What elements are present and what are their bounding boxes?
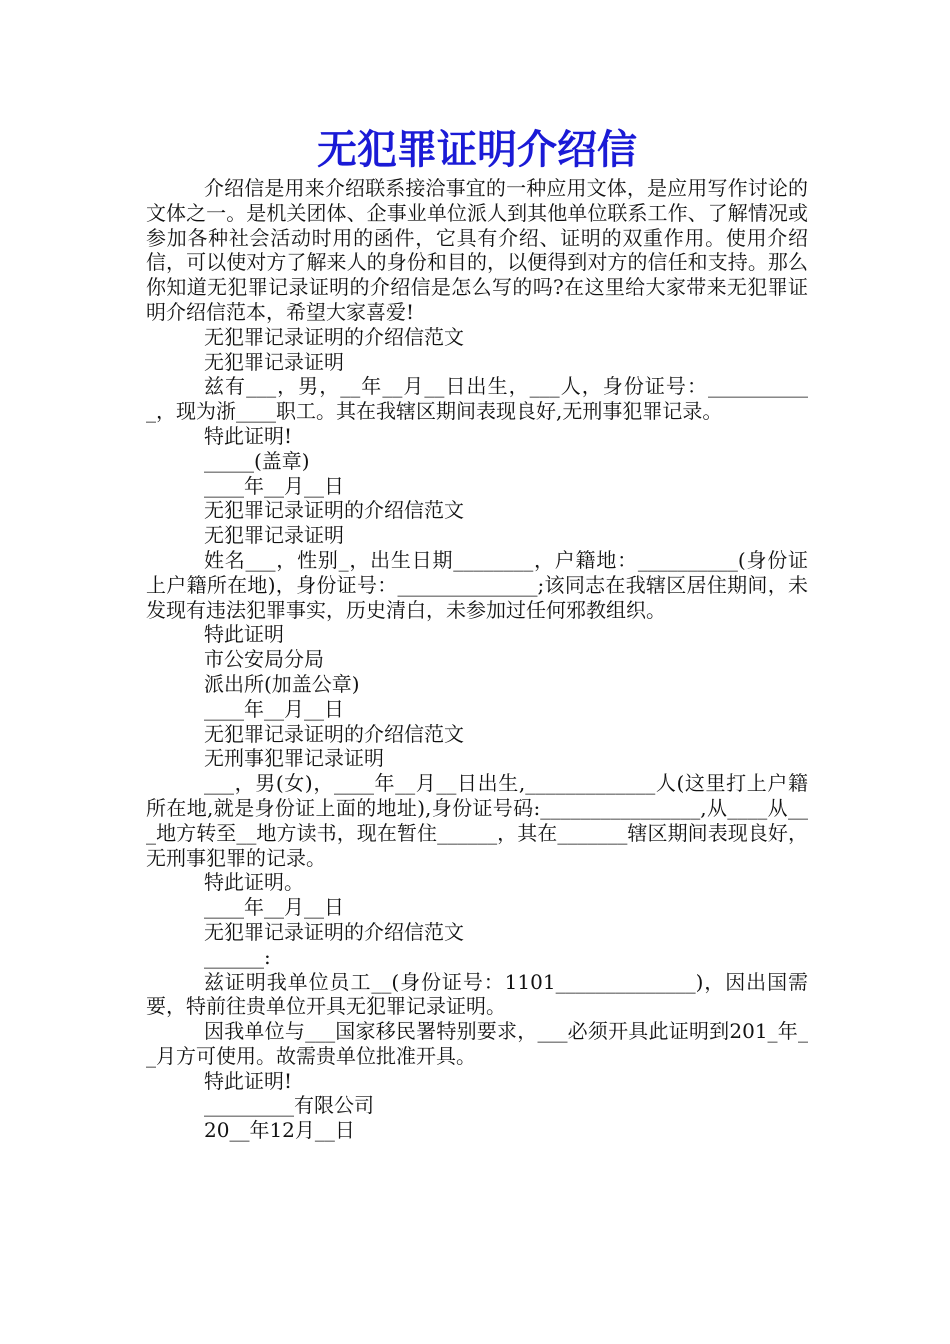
document-body <box>146 176 808 1143</box>
sample-2-seal-line: 派出所(加盖公章) <box>204 671 360 696</box>
sample-3-subtitle: 无刑事犯罪记录证明 <box>204 746 384 771</box>
sample-1-closing: 特此证明! <box>204 423 293 448</box>
sample-1-body: 兹有___，男，__年__月__日出生，___人，身份证号：___________，现为浙____职工。其在我辖区期间表现良好,无刑事犯罪记录。 <box>146 374 808 424</box>
sample-1-date-line: ____年__月__日 <box>204 473 344 498</box>
sample-2-closing: 特此证明 <box>204 622 284 647</box>
sample-3-heading: 无犯罪记录证明的介绍信范文 <box>204 721 464 746</box>
sample-2-date-line: ____年__月__日 <box>204 696 344 721</box>
sample-2-heading: 无犯罪记录证明的介绍信范文 <box>204 498 464 523</box>
sample-3-date-line: ____年__月__日 <box>204 895 344 920</box>
sample-4-body: 兹证明我单位员工__(身份证号：1101______________)，因出国需要，特前往贵单位开具无犯罪记录证明。 <box>146 969 808 1019</box>
sample-3-body: ___，男(女)，____年__月__日出生,_____________人(这里打上户籍所在地,就是身份证上面的地址),身份证号码:________________,从____从___地方转至__地方读书，现在暂住______，其在_______辖区期间表现良好，无刑事犯罪的记录。 <box>146 771 808 870</box>
sample-4-closing: 特此证明! <box>204 1068 293 1093</box>
sample-4-salutation: ______: <box>204 944 271 969</box>
document-title: 无犯罪证明介绍信 <box>317 126 637 173</box>
sample-3-closing: 特此证明。 <box>204 870 304 895</box>
sample-1-sign-line: _____(盖章) <box>204 448 310 473</box>
sample-1-heading: 无犯罪记录证明的介绍信范文 <box>204 324 464 349</box>
sample-4-date-line: 20__年12月__日 <box>204 1118 355 1143</box>
sample-4-heading: 无犯罪记录证明的介绍信范文 <box>204 919 464 944</box>
sample-2-body: 姓名___，性别_，出生日期________，户籍地：__________(身份证上户籍所在地)，身份证号：______________;该同志在我辖区居住期间，未发现有违法犯罪事实，历史清白，未参加过任何邪教组织。 <box>146 547 808 622</box>
sample-4-company-line: _________有限公司 <box>204 1093 374 1118</box>
sample-2-subtitle: 无犯罪记录证明 <box>204 523 344 548</box>
intro-paragraph: 介绍信是用来介绍联系接洽事宜的一种应用文体，是应用写作讨论的文体之一。是机关团体、企事业单位派人到其他单位联系工作、了解情况或参加各种社会活动时用的函件，它具有介绍、证明的双重作用。使用介绍信，可以使对方了解来人的身份和目的，以便得到对方的信任和支持。那么你知道无犯罪记录证明的介绍信是怎么写的吗?在这里给大家带来无犯罪证明介绍信范本，希望大家喜爱! <box>146 176 808 324</box>
sample-1-subtitle: 无犯罪记录证明 <box>204 349 344 374</box>
sample-2-issuer-line: 市公安局分局 <box>204 647 324 672</box>
sample-4-body-2: 因我单位与___国家移民署特别要求，___必须开具此证明到201_年__月方可使用。故需贵单位批准开具。 <box>146 1019 808 1068</box>
